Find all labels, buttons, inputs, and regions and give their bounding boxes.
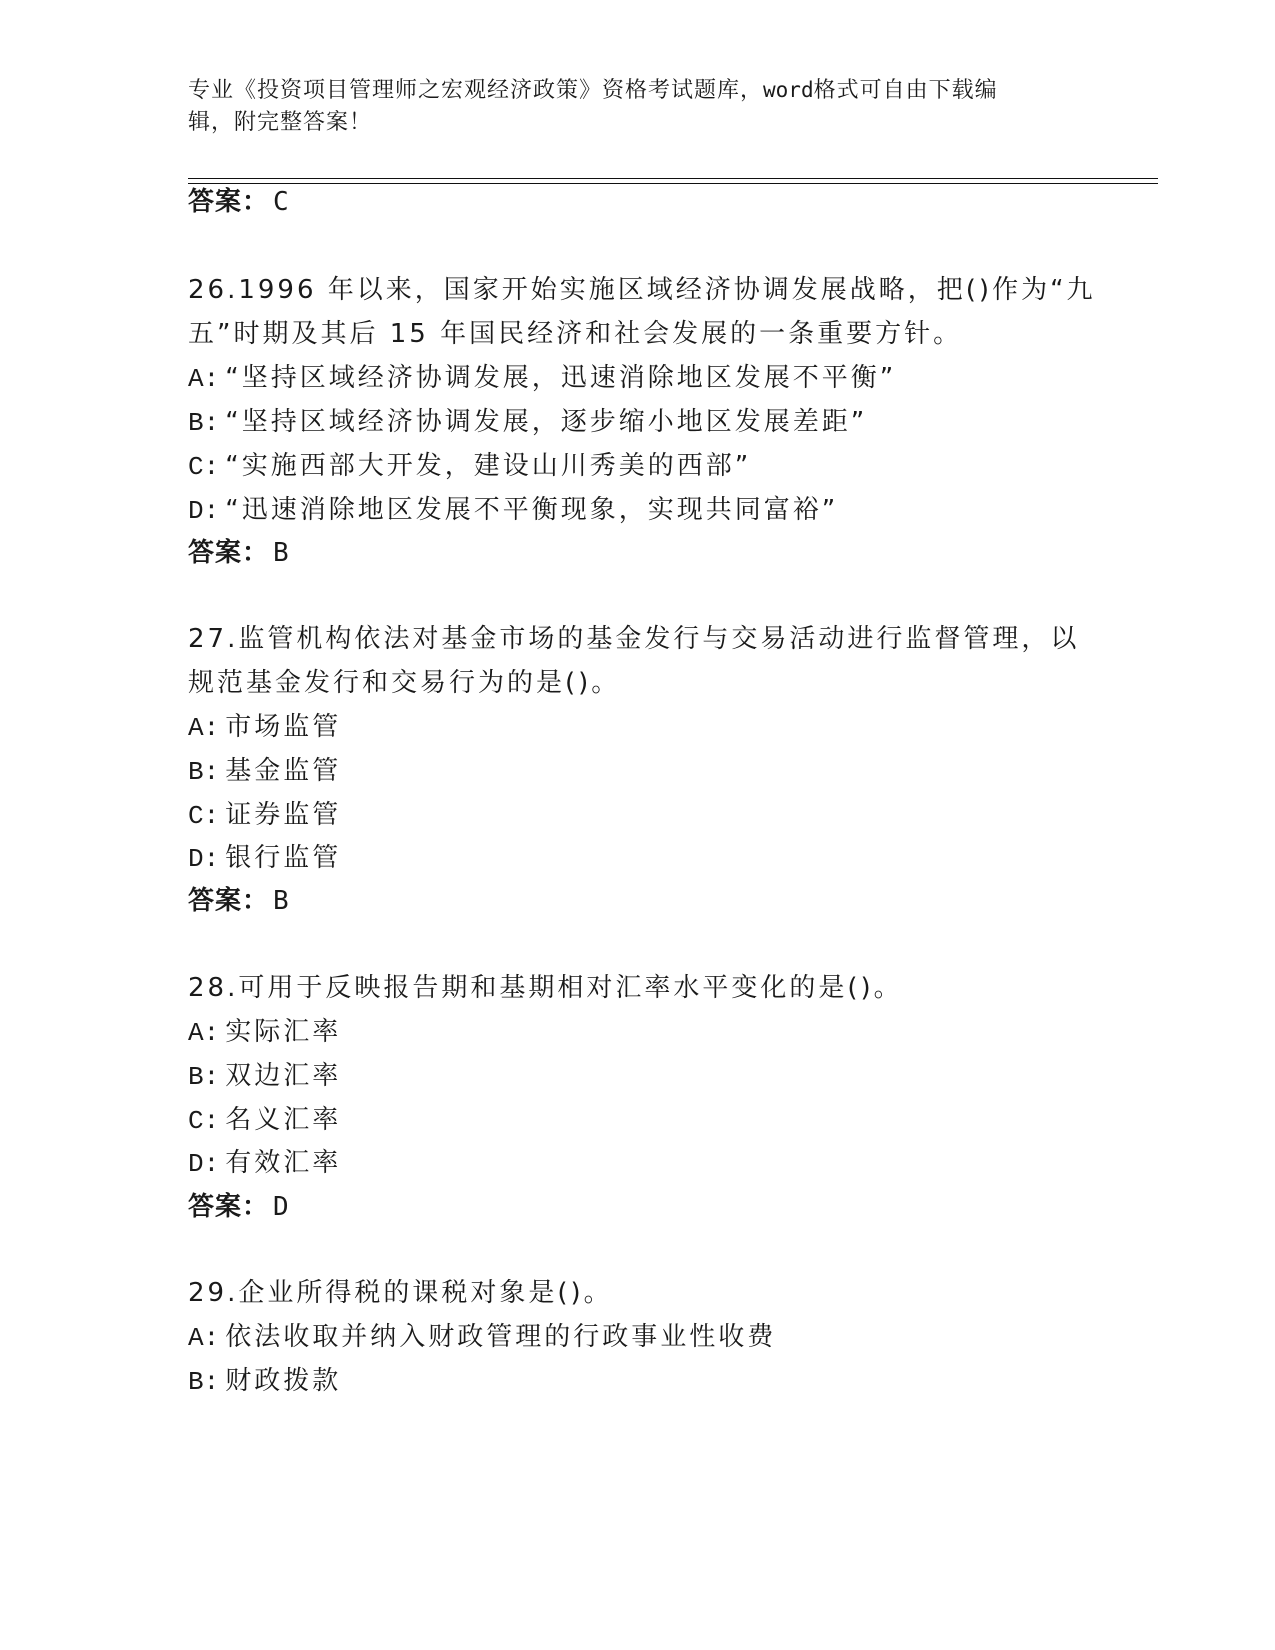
option-letter: B:: [188, 757, 220, 787]
option-text: “实施西部大开发，建设山川秀美的西部”: [225, 451, 752, 481]
option-a: [188, 710, 341, 745]
question-stem-line: 28.可用于反映报告期和基期相对汇率水平变化的是()。: [188, 973, 903, 1003]
header-line-1-pre: 专业《投资项目管理师之宏观经济政策》资格考试题库，: [188, 78, 764, 103]
option-text: “坚持区域经济协调发展，迅速消除地区发展不平衡”: [225, 363, 897, 393]
answer-line: [188, 1190, 290, 1224]
option-letter: A:: [188, 364, 220, 394]
answer-label: 答案：: [188, 886, 270, 916]
option-c: [188, 449, 751, 484]
header-line-1-word: word: [763, 78, 814, 102]
header-line-2: 辑，附完整答案！: [188, 110, 373, 135]
answer-label: 答案：: [188, 1192, 270, 1222]
answer-label: 答案：: [188, 187, 270, 217]
option-text: 银行监管: [225, 843, 342, 873]
option-a: [188, 1015, 341, 1050]
header-divider-bottom: [188, 183, 1158, 184]
option-text: 市场监管: [225, 712, 342, 742]
option-a: [188, 1320, 776, 1355]
answer-line: [188, 884, 290, 918]
question-stem-line: 27.监管机构依法对基金市场的基金发行与交易活动进行监督管理，以: [188, 624, 1080, 654]
option-text: “迅速消除地区发展不平衡现象，实现共同富裕”: [225, 495, 839, 525]
option-letter: C:: [188, 452, 220, 482]
option-d: [188, 1146, 341, 1181]
option-letter: B:: [188, 1367, 220, 1397]
option-b: [188, 754, 341, 789]
option-letter: B:: [188, 408, 220, 438]
option-text: “坚持区域经济协调发展，逐步缩小地区发展差距”: [225, 407, 868, 437]
question-stem-line: 五”时期及其后 15 年国民经济和社会发展的一条重要方针。: [188, 319, 963, 349]
document-header: [188, 74, 1068, 139]
option-text: 实际汇率: [225, 1017, 342, 1047]
answer-value: B: [273, 886, 290, 916]
option-letter: C:: [188, 801, 220, 831]
option-text: 证券监管: [225, 800, 342, 830]
option-b: [188, 1364, 341, 1399]
option-d: [188, 841, 341, 876]
option-letter: B:: [188, 1062, 220, 1092]
option-letter: D:: [188, 496, 220, 526]
answer-line: [188, 536, 290, 570]
answer-label: 答案：: [188, 538, 270, 568]
option-letter: D:: [188, 844, 220, 874]
header-line-1: [188, 74, 1068, 107]
option-letter: C:: [188, 1106, 220, 1136]
option-text: 名义汇率: [225, 1105, 342, 1135]
option-text: 双边汇率: [225, 1061, 342, 1091]
answer-line: [188, 185, 290, 219]
option-text: 依法收取并纳入财政管理的行政事业性收费: [225, 1322, 777, 1352]
header-divider-top: [188, 178, 1158, 179]
option-letter: A:: [188, 1018, 220, 1048]
answer-value: C: [273, 187, 290, 217]
option-text: 有效汇率: [225, 1148, 342, 1178]
header-line-1-post: 格式可自由下载编: [813, 78, 998, 103]
option-b: [188, 1059, 341, 1094]
answer-value: B: [273, 538, 290, 568]
question-stem-line: 规范基金发行和交易行为的是()。: [188, 668, 621, 698]
option-text: 财政拨款: [225, 1366, 342, 1396]
option-letter: A:: [188, 713, 220, 743]
option-letter: A:: [188, 1323, 220, 1353]
option-b: [188, 405, 867, 440]
option-d: [188, 493, 838, 528]
option-c: [188, 798, 341, 833]
option-letter: D:: [188, 1149, 220, 1179]
option-a: [188, 361, 896, 396]
question-stem-line: 29.企业所得税的课税对象是()。: [188, 1278, 613, 1308]
question-stem-line: 26.1996 年以来，国家开始实施区域经济协调发展战略，把()作为“九: [188, 275, 1096, 305]
option-c: [188, 1103, 341, 1138]
answer-value: D: [273, 1192, 290, 1222]
option-text: 基金监管: [225, 756, 342, 786]
